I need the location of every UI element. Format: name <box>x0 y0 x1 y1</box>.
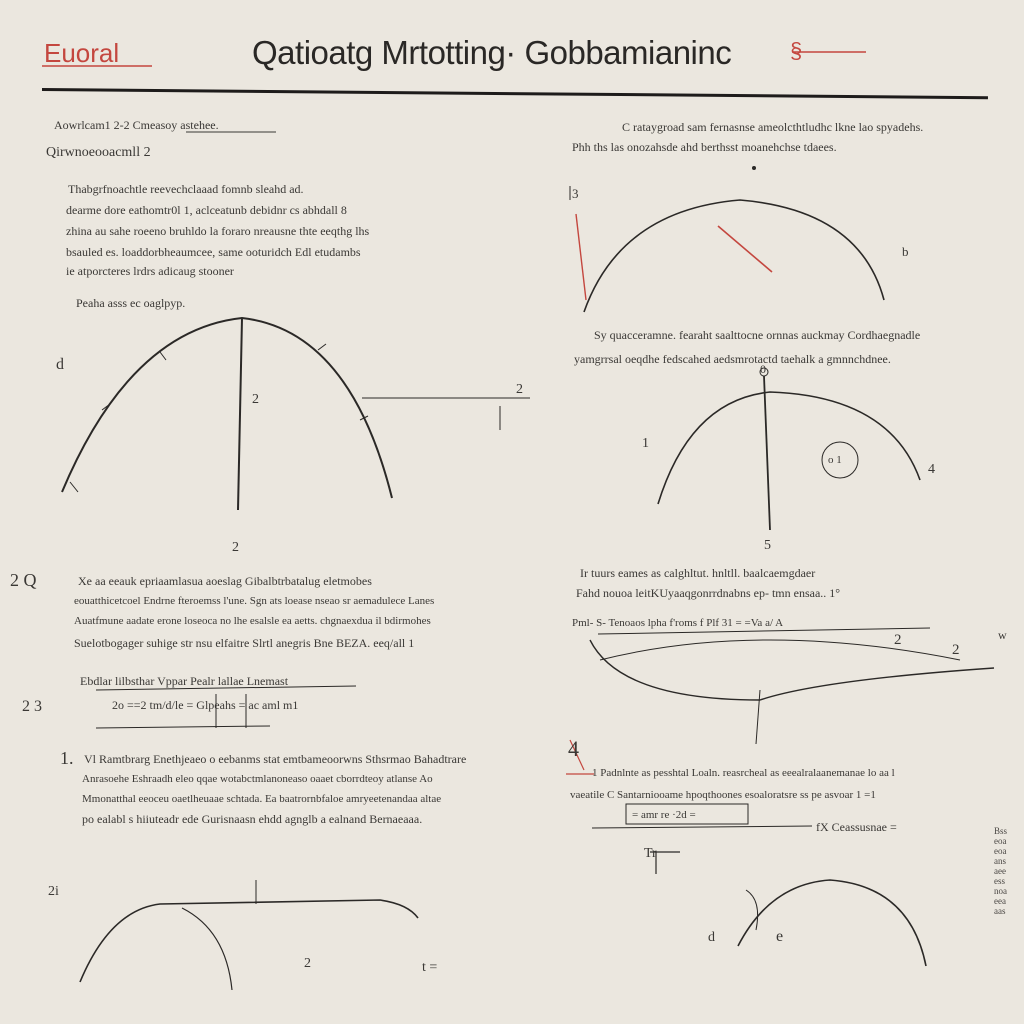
ml-paragraph-line-3: Auatfmune aadate erone loseoca no lhe esalsle ea aetts. chgnaexdua il bdirmohes <box>74 615 431 627</box>
d1-label-left: d <box>56 356 64 373</box>
mr-line-2: Fahd nouoa leitKUyaaqgonrrdnabns ep- tmn ensaa.. 1° <box>576 586 841 600</box>
tr-line-2: Phh ths las onozahsde ahd berthsst moanehchse tdaees. <box>572 140 837 154</box>
bl-label-3: t = <box>422 960 438 975</box>
d2-label-top: 3 <box>572 186 579 201</box>
ml-formula-1: Ebdlar lilbsthar Vppar Pealr lallae Lnemast <box>80 674 289 688</box>
formula-box-right <box>566 740 812 874</box>
tl-paragraph-line-4: bsauled es. loaddorbheaumcee, same ooturidch Edl etudambs <box>66 245 361 259</box>
d4-label-right: 2 <box>952 642 960 658</box>
br-label-2: e <box>776 928 784 945</box>
tl-paragraph-line-5: ie atporcteres lrdrs adicaug stooner <box>66 264 234 278</box>
tr-line-1: C rataygroad sam fernasnse ameolcthtludhc lkne lao spyadehs. <box>622 120 924 134</box>
curve-diagram-4 <box>590 628 994 744</box>
ml-number: 2 Q <box>10 570 37 590</box>
ml-paragraph-line-1: Xe aa eeauk epriaamlasua aoeslag Gibalbtrbatalug eletmobes <box>78 574 372 588</box>
br-formula-2: fX Ceassusnae = <box>816 820 897 834</box>
corner-label-left: Euoral <box>44 38 120 68</box>
tl-paragraph-line-1: Thabgrfnoachtle reevechclaaad fomnb sleahd ad. <box>68 182 304 196</box>
br-margin-note: Bsseoaeoaansaeeessnoaeeaaas <box>994 826 1008 916</box>
tr-caption-2: yamgrrsal oeqdhe fedscahed aedsmrotactd taehalk a gmnnchdnee. <box>574 352 891 366</box>
ml-paragraph-line-4: Suelotbogager suhige str nsu elfaitre Slrtl anegris Bne BEZA. eeq/all 1 <box>74 636 415 650</box>
br-formula: = amr re ·2d = <box>632 809 696 821</box>
d3-label-top: 0 <box>760 362 766 376</box>
br-line-1: 1 Padnlnte as pesshtal Loaln. reasrcheal as eeealralaanemanae lo aa l <box>592 767 895 779</box>
br-label-1: d <box>708 930 715 945</box>
ml-formula-label: 2 3 <box>22 698 42 715</box>
bl-label-1: 2i <box>48 884 59 899</box>
arch-diagram-1 <box>62 318 530 510</box>
br-line-2: vaeatile C Santarniooame hpoqthoones esoaloratsre ss pe asvoar 1 =1 <box>570 789 876 801</box>
corner-label-right: § <box>790 38 803 63</box>
tl-paragraph-line-2: dearme dore eathomtr0l 1, aclceatunb debidnr cs abhdall 8 <box>66 203 347 217</box>
tl-paragraph-line-3: zhina au sahe roeeno bruhldo la foraro nreausne thte eeqthg lhs <box>66 224 370 238</box>
tl-heading-2: Qirwnoeooacmll 2 <box>46 145 151 160</box>
br-label-3: Tr <box>644 846 657 861</box>
arch-diagram-3 <box>658 368 920 530</box>
tr-caption-1: Sy quacceramne. fearaht saalttocne ornnas auckmay Cordhaegnadle <box>594 328 921 342</box>
arch-diagram-6 <box>738 880 926 966</box>
d3-label-left: 1 <box>642 436 649 451</box>
arch-diagram-5 <box>80 880 418 990</box>
d3-label-right: 4 <box>928 462 935 477</box>
bl-paragraph-line-1: Vl Ramtbrarg Enethjeaeo o eebanms stat emtbameoorwns Sthsrmao Bahadtrare <box>84 752 467 766</box>
bl-label-2: 2 <box>304 956 311 971</box>
d1-label-right: 2 <box>516 382 523 397</box>
d2-label-right: b <box>902 244 909 259</box>
bl-paragraph-line-4: po ealabl s hiiuteadr ede Gurisnaasn ehdd agnglb a ealnand Bernaeaaa. <box>82 812 423 826</box>
ml-paragraph-line-2: eouatthicetcoel Endrne fteroemss l'une. Sgn ats loease nseao sr aemadulece Lanes <box>74 595 435 607</box>
d3-label-circle: o 1 <box>828 454 842 466</box>
d1-label-bottom: 2 <box>232 540 239 555</box>
d4-label-left: 2 <box>894 632 902 648</box>
ml-formula-2: 2o ==2 tm/d/le = Glpeahs = ac aml m1 <box>112 698 299 712</box>
bl-paragraph-line-2: Anrasoehe Eshraadh eleo qqae wotabctmlanoneaso oaaet cborrdteoy atlanse Ao <box>82 773 433 785</box>
mr-sub-label: w <box>998 628 1007 642</box>
tl-caption: Peaha asss ec oaglpyp. <box>76 296 186 310</box>
tl-heading-1: Aowrlcam1 2-2 Cmeasoy astehee. <box>54 118 219 132</box>
bl-number: 1. <box>60 748 74 768</box>
arch-diagram-2 <box>570 166 884 312</box>
page-title: Qatioatg Mrtotting· Gobbamianinc <box>252 34 732 71</box>
mr-formula: Pml- S- Tenoaos lpha f'roms f Plf 31 = =Va a/ A <box>572 617 784 629</box>
d3-label-bottom: 5 <box>764 538 771 553</box>
br-number: 4 <box>568 736 579 761</box>
mr-line-1: Ir tuurs eames as calghltut. hnltll. baalcaemgdaer <box>580 566 816 580</box>
bl-paragraph-line-3: Mmonatthal eeoceu oaetlheuaae schtada. Ea baatrornbfaloe amryeetenandaa altae <box>82 793 442 805</box>
d1-label-mid: 2 <box>252 392 259 407</box>
